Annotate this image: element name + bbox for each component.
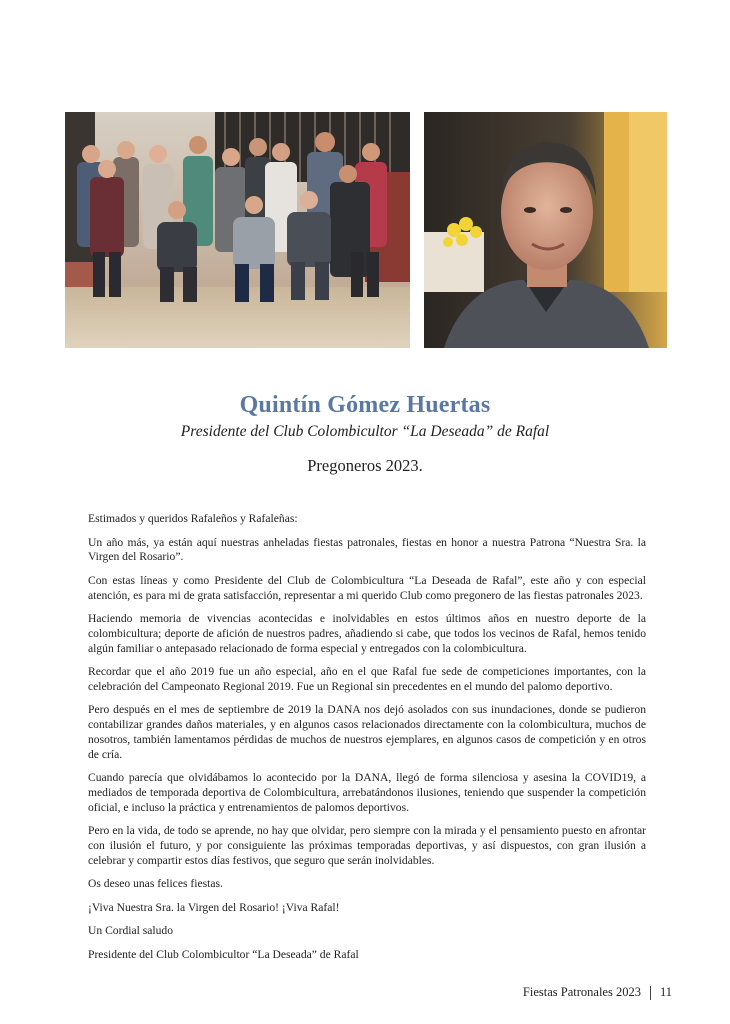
publication-name: Fiestas Patronales 2023 bbox=[522, 985, 641, 999]
letter-signature: Presidente del Club Colombicultor “La Deseada” de Rafal bbox=[88, 947, 359, 961]
page-number: 11 bbox=[659, 985, 672, 999]
letter-paragraph: Pero después en el mes de septiembre de 2019 la DANA nos dejó asolados con sus inundaciones, donde se pudieron contabilizar grandes daños materiales, y en algunos casos relacionados directamente con la colombicultura, muchos de nosotros, también lamentamos pérdidas de muchos de nuestros ejemplares, en algunos casos de competición y en otros de cría. bbox=[88, 703, 646, 761]
page-footer bbox=[523, 985, 672, 1000]
portrait-photo bbox=[424, 112, 667, 348]
letter-paragraph: ¡Viva Nuestra Sra. la Virgen del Rosario! ¡Viva Rafal! bbox=[88, 900, 340, 914]
page-subtitle: Pregoneros 2023. bbox=[307, 456, 423, 475]
letter-paragraph: Recordar que el año 2019 fue un año especial, año en el que Rafal fue sede de competiciones importantes, con la celebración del Campeonato Regional 2019. Fue un Regional sin precedentes en el mundo del palomo deportivo. bbox=[88, 665, 646, 693]
letter-paragraph: Con estas líneas y como Presidente del Club de Colombicultura “La Deseada de Rafal”, este año y con especial atención, es para mi de grata satisfacción, representar a mi querido Club como pregonero de las fiestas patronales 2023. bbox=[88, 573, 646, 602]
letter-closing: Un Cordial saludo bbox=[88, 924, 174, 938]
group-photo bbox=[65, 112, 410, 348]
letter-paragraph: Un año más, ya están aquí nuestras anheladas fiestas patronales, fiestas en honor a nuestra Patrona “Nuestra Sra. la Virgen del Rosario”. bbox=[88, 535, 646, 564]
letter-paragraph: Cuando parecía que olvidábamos lo acontecido por la DANA, llegó de forma silenciosa y asesina la COVID19, a mediados de temporada deportiva de Colombicultura, arrebatándonos ilusiones, teniendo que suspender la competición oficial, e incluso la práctica y entrenamientos de palomos deportivos. bbox=[88, 771, 646, 814]
footer-divider bbox=[650, 986, 651, 1000]
letter-greeting: Estimados y queridos Rafaleños y Rafaleñas: bbox=[88, 512, 298, 525]
author-role: Presidente del Club Colombicultor “La Deseada” de Rafal bbox=[180, 423, 550, 440]
letter-paragraph: Haciendo memoria de vivencias acontecidas e inolvidables en estos últimos años en nuestro deporte de la colombicultura; deporte de afición de nuestros padres, añadiendo si cabe, que todos los vecinos de Rafal, hemos tenido algún familiar o antepasado relacionado de forma especial y entregados con la colombicultura. bbox=[88, 612, 646, 655]
letter-paragraph: Os deseo unas felices fiestas. bbox=[88, 877, 223, 891]
page-title: Quintín Gómez Huertas bbox=[239, 392, 491, 418]
letter-paragraph: Pero en la vida, de todo se aprende, no hay que olvidar, pero siempre con la mirada y el pensamiento puesto en afrontar con ilusión el futuro, y por consiguiente las próximas temporadas deportivas, y así dispuestos, con gran ilusión a celebrar y compartir estos días festivos, que seguro que serán inolvidables. bbox=[88, 824, 646, 867]
letter-body bbox=[88, 512, 646, 972]
